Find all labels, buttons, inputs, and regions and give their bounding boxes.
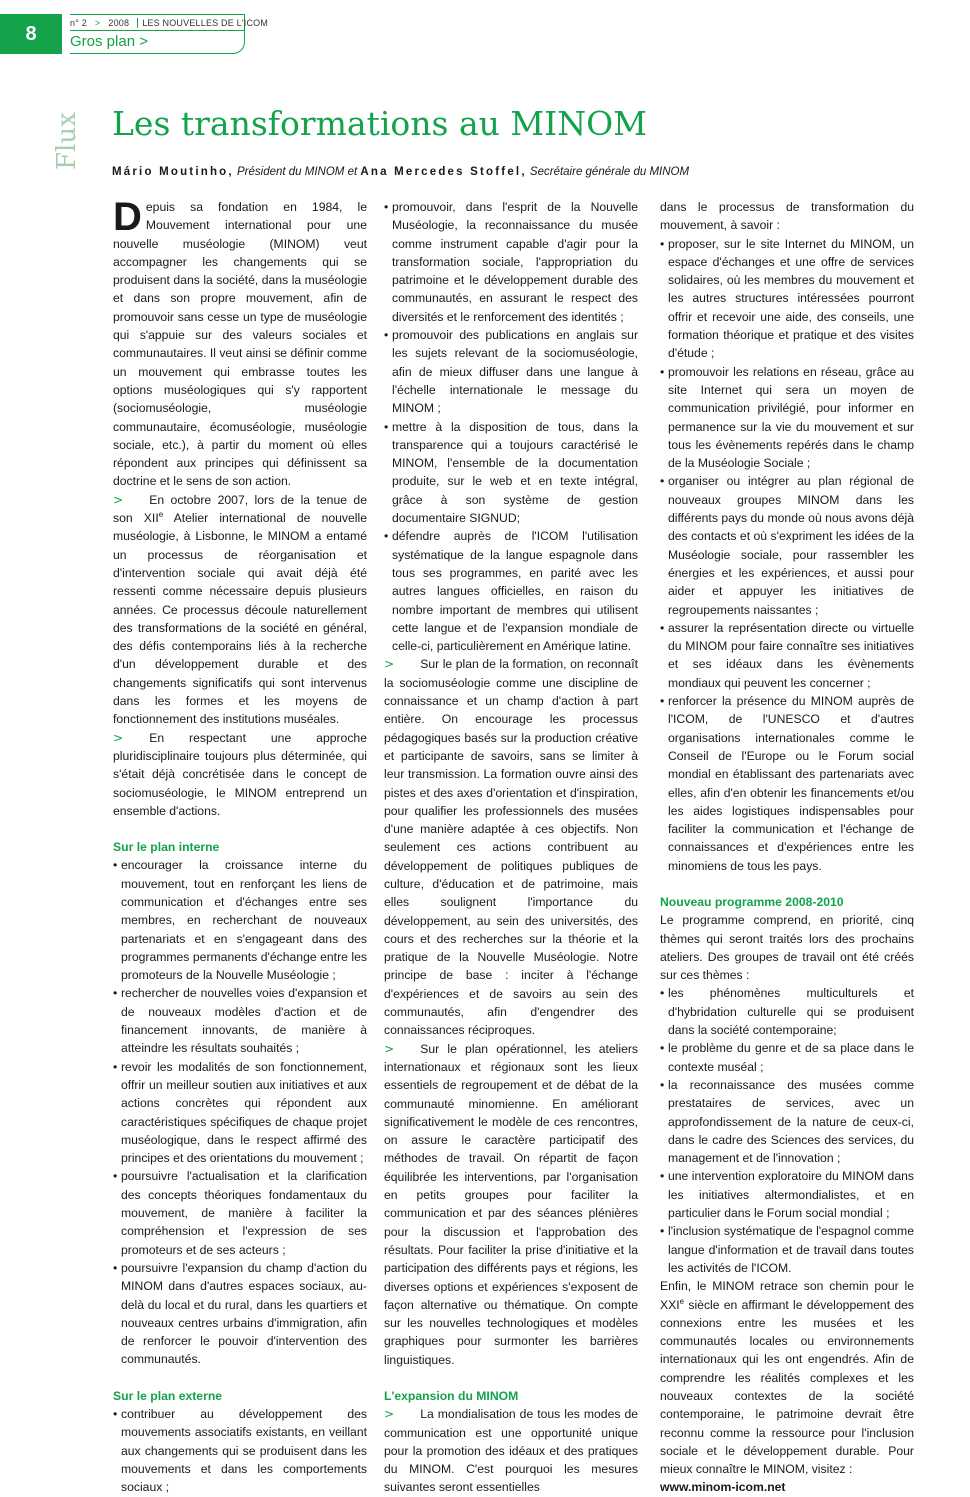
- list-item: • promouvoir les relations en réseau, grâce au site Internet qui sera un moyen de communication privilégié, pour informer en permanence sur la vie du mouvement et sur tous les évènements repérés dans le champ de la Muséologie Sociale ;: [660, 363, 914, 473]
- list-item: • promouvoir, dans l'esprit de la Nouvelle Muséologie, la reconnaissance du musée comme instrument capable d'agir pour la transformation sociale, l'appropriation du patrimoine et le développement durable des communautés, en assurant le respect des diversités et le renforcement des identités ;: [384, 198, 638, 326]
- list-item: • promouvoir des publications en anglais sur les sujets relevant de la sociomuséologie, afin de mieux diffuser dans une langue à l'échelle internationale le message du MINOM ;: [384, 326, 638, 417]
- section-heading: Sur le plan externe: [113, 1388, 223, 1403]
- column-1: [113, 195, 368, 1496]
- paragraph: > La mondialisation de tous les modes de communication est une opportunité unique pour la promotion des idéaux et des pratiques du MINOM. C'est pourquoi les mesures suivantes seront essentielles: [384, 1407, 638, 1495]
- list-item: • les phénomènes multiculturels et d'hybridation culturelle qui se produisent dans la société contemporaine;: [660, 984, 914, 1039]
- list-item: • la reconnaissance des musées comme prestataires de services, avec un approfondissement de la nature de ceux-ci, dans le cadre des Sciences des services, du management et de l'innovation ;: [660, 1076, 914, 1167]
- list-item: • une intervention exploratoire du MINOM dans les initiatives altermondialistes, et en particulier dans le Forum social mondial ;: [660, 1167, 914, 1222]
- bullet-list: [384, 198, 638, 655]
- paragraph: > Sur le plan opérationnel, les ateliers internationaux et régionaux sont les lieux essentiels de regroupement et de débat de la communauté minomienne. En améliorant significativement le modèle de ces rencontres, on assure le caractère participatif des méthodes de travail. On répartit de façon équilibrée les interventions, par l'organisation en petits groupes pour faciliter la communication et par des séances plénières pour la discussion et l'approbation des résultats. Pour faciliter la prise d'initiative et la participation des différents pays et régions, les diverses options et expériences s'exposent de façon alternative ou thématique. On compte sur les nouvelles technologiques et modèles graphiques pour surmonter les barrières linguistiques.: [384, 1041, 638, 1367]
- paragraph: > En respectant une approche pluridisciplinaire toujours plus déterminée, qui s'était déjà concrétisée dans le concept de sociomuséologie, le MINOM entreprend un ensemble d'actions.: [113, 730, 367, 818]
- list-item: • proposer, sur le site Internet du MINOM, un espace d'échanges et une offre de services solidaires, où les membres du mouvement et les autres structures intéressées pourront offrir et recevoir une aide, des conseils, une formation théorique et pratique et des visites d'étude ;: [660, 235, 914, 363]
- article-title: Les transformations au MINOM: [112, 104, 647, 143]
- paragraph: > Sur le plan de la formation, on reconnaît la sociomuséologie comme une discipline de connaissance et un champ d'action à part entière. On encourage les processus pédagogiques basés sur la production créative et participante de savoirs, sans se limiter à leur transmission. La formation ouvre ainsi des pistes et des axes d'orientation et d'inspiration, pour qualifier les professionnels des musées d'une manière adaptée à ces objectifs. Non seulement ces actions contribuent au développement de politiques publiques de culture, d'éducation et de patrimoine, mais elles soulignent l'importance du développement, au sein des universités, des cours et des recherches sur la théorie et la pratique de la Nouvelle Muséologie. Notre principe de base : inciter à l'échange d'expériences et de savoirs au sein des communautés, afin d'engendrer des connaissances réciproques.: [384, 657, 638, 1038]
- column-2: [384, 198, 638, 1497]
- author-name: Mário Moutinho,: [112, 166, 234, 178]
- page-number: 8: [0, 14, 62, 54]
- issue-year: 2008: [108, 18, 130, 28]
- list-item: • encourager la croissance interne du mouvement, tout en renforçant les liens de communication et d'échanges entre ses membres, en recherchant de nouveaux partenariats et en s'engageant dans des programmes permanents d'échange entre les promoteurs de la Nouvelle Muséologie ;: [113, 856, 367, 984]
- list-item: • rechercher de nouvelles voies d'expansion et de nouveaux modèles d'action et de financement innovants, de manière à atteindre les résultats souhaités ;: [113, 984, 367, 1057]
- paragraph-marker-icon: >: [113, 492, 124, 507]
- rubric-label: Flux: [52, 112, 82, 170]
- byline: Mário Moutinho, Président du MINOM et Ana Mercedes Stoffel, Secrétaire générale du MINOM: [112, 166, 690, 178]
- paragraph: Le programme comprend, en priorité, cinq thèmes qui seront traités lors des prochains ateliers. Des groupes de travail ont été créés sur ces thèmes :: [660, 913, 914, 983]
- bullet-list: [660, 984, 914, 1277]
- list-item: • contribuer au développement des mouvements associatifs existants, en veillant aux changements qui se produisent dans les mouvements et dans les comportements sociaux ;: [113, 1405, 367, 1496]
- paragraph-marker-icon: >: [384, 657, 395, 672]
- intro-paragraph: Depuis sa fondation en 1984, le Mouvement international pour une nouvelle muséologie (MINOM) veut accompagner les changements qui se produisent dans la société, dans la muséologie et dans son propre mouvement, afin de promouvoir sans cesse un type de muséologie qui s'appuie sur des valeurs sociales et communautaires. Il veut ainsi se définir comme un mouvement qui embrasse toutes les options muséologiques qui s'y rapportent (sociomuséologie, muséologie communautaire, écomuséologie, muséologie sociale, etc.), à partir du moment où elles répondent aux principes qui définissent sa doctrine et le sens de son action.: [113, 195, 368, 489]
- bullet-list: [113, 1405, 367, 1496]
- list-item: • assurer la représentation directe ou virtuelle du MINOM pour faire connaître ses initiatives et ses idéaux dans les évènements mondiaux qui peuvent les concerner ;: [660, 619, 914, 692]
- website-link[interactable]: www.minom-icom.net: [660, 1480, 786, 1495]
- section-name: Gros plan >: [70, 33, 148, 50]
- paragraph: dans le processus de transformation du mouvement, à savoir :: [660, 200, 914, 233]
- list-item: • renforcer la présence du MINOM auprès de l'ICOM, de l'UNESCO et d'autres organisations internationales comme le Conseil de l'Europe ou le Forum social mondial en établissant des partenariats avec elles, afin d'en obtenir les financements et/ou les aides logistiques indispensables pour faciliter la communication et l'échange de connaissances et d'expériences entre les minomiens de tous les pays.: [660, 692, 914, 875]
- list-item: • défendre auprès de l'ICOM l'utilisation systématique de la langue espagnole dans tous ses programmes, en parité avec les autres langues officielles, en raison du nombre important de membres qui utilisent cette langue et de l'expansion mondiale de celle-ci, particulièrement en Amérique latine.: [384, 527, 638, 655]
- paragraph: > En octobre 2007, lors de la tenue de son XIIe Atelier international de nouvelle muséologie, à Lisbonne, le MINOM a entamé un processus de réorganisation et d'intervention sociale qui avait déjà été ressenti comme nécessaire depuis plusieurs années. Ce processus découle naturellement des transformations de la société en général, des défis contemporains liés à la recherche d'un développement durable et des changements significatifs qui sont intervenus dans les formes et les moyens de fonctionnement des institutions muséales.: [113, 492, 367, 727]
- author-role: Président du MINOM: [237, 166, 345, 178]
- section-heading: Nouveau programme 2008-2010: [660, 894, 844, 909]
- author-role: Secrétaire générale du MINOM: [529, 166, 690, 178]
- paragraph: Enfin, le MINOM retrace son chemin pour le XXIe siècle en affirmant le développement des connexions entre les musées et les communautés locales ou environnements internationaux qui les ont engendrés. Afin de comprendre les réalités complexes et les nouveaux contextes de la société contemporaine, le patrimoine devrait être reconnu comme la ressource pour l'inclusion sociale et le développement durable. Pour mieux connaître le MINOM, visitez :: [660, 1279, 914, 1477]
- drop-cap: D: [113, 195, 142, 239]
- bullet-list: [660, 235, 914, 875]
- section-heading: L'expansion du MINOM: [384, 1389, 519, 1403]
- publication-name: LES NOUVELLES DE L'ICOM: [137, 18, 268, 28]
- section-heading: Sur le plan interne: [113, 840, 220, 855]
- paragraph-marker-icon: >: [384, 1407, 395, 1422]
- list-item: • poursuivre l'expansion du champ d'action du MINOM dans d'autres espaces sociaux, au-delà du local et du rural, dans les quartiers et nouveaux centres urbains d'immigration, afin de renforcer le pouvoir d'intervention des communautés.: [113, 1259, 367, 1369]
- column-3: [660, 198, 914, 1497]
- paragraph-marker-icon: >: [113, 730, 124, 745]
- list-item: • mettre à la disposition de tous, dans la transparence qui a toujours caractérisé le MINOM, l'ensemble de la documentation produite, sur le web et en texte intégral, grâce à son système de gestion documentaire SIGNUD;: [384, 418, 638, 528]
- issue-number: n° 2: [70, 18, 87, 28]
- paragraph-marker-icon: >: [384, 1041, 395, 1056]
- list-item: • le problème du genre et de sa place dans le contexte muséal ;: [660, 1039, 914, 1076]
- list-item: • organiser ou intégrer au plan régional de nouveaux groupes MINOM dans les différents pays du monde où nous avons déjà des contacts et où s'expriment les idées de la Muséologie sociale, pour rassembler les énergies et les expériences, et aussi pour aider et appuyer les initiatives de regroupements naissantes ;: [660, 472, 914, 618]
- list-item: • revoir les modalités de son fonctionnement, offrir un meilleur soutien aux initiatives et aux actions concrètes qui répondent aux caractéristiques spécifiques de chaque projet muséologique, dans le respect affirmé des principes et des orientations du mouvement ;: [113, 1058, 367, 1168]
- author-name: Ana Mercedes Stoffel,: [360, 166, 527, 178]
- list-item: • poursuivre l'actualisation et la clarification des concepts théoriques fondamentaux du mouvement, de manière à faciliter la compréhension et l'expression de ses promoteurs et de ses acteurs ;: [113, 1167, 367, 1258]
- bullet-list: [113, 856, 367, 1368]
- running-header: n° 2 > 2008 LES NOUVELLES DE L'ICOM Gros plan >: [70, 14, 245, 54]
- list-item: • l'inclusion systématique de l'espagnol comme langue d'information et de travail dans toutes les activités de l'ICOM.: [660, 1222, 914, 1277]
